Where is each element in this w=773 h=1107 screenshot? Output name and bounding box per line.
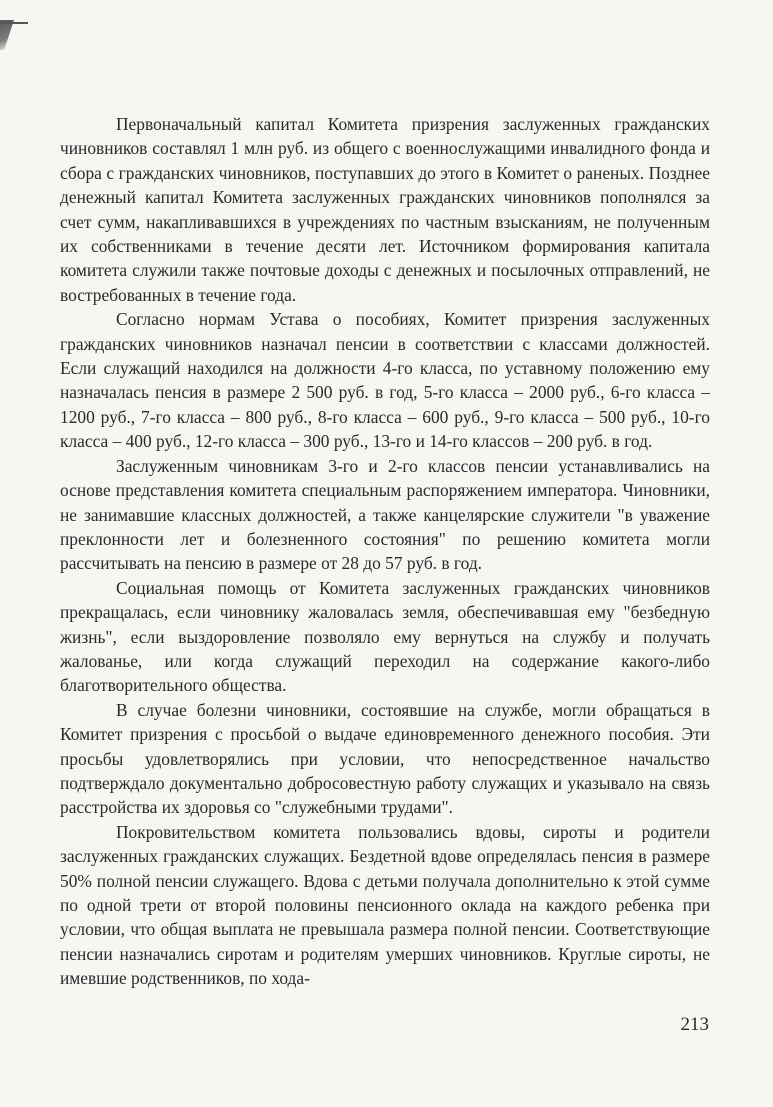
paragraph-3: Заслуженным чиновникам 3-го и 2-го классов пенсии устанавливались на основе представления комитета специальным распоряжением императора. Чиновники, не занимавшие классных должностей, а также канцелярские служители "в уважение преклонности лет и болезненного состояния" по решению комитета могли рассчитывать на пенсию в размере от 28 до 57 руб. в год. [60,455,710,574]
page-number: 213 [680,1014,709,1035]
document-body [60,112,710,991]
paragraph-1: Первоначальный капитал Комитета призрения заслуженных гражданских чиновников составлял 1 млн руб. из общего с военнослужащими инвалидного фонда и сбора с гражданских чиновников, поступавших до этого в Комитет о раненых. Позднее денежный капитал Комитета заслуженных гражданских чиновников пополнялся за счет сумм, накапливавшихся в учреждениях по частным взысканиям, не полученным их собственниками в течение десяти лет. Источником формирования капитала комитета служили также почтовые доходы с денежных и посылочных отправлений, не востребованных в течение года. [60,114,710,305]
scan-edge-mark [0,20,14,50]
paragraph-6: Покровительством комитета пользовались вдовы, сироты и родители заслуженных гражданских служащих. Бездетной вдове определялась пенсия в размере 50% полной пенсии служащего. Вдова с детьми получала дополнительно к этой сумме по одной трети от второй половины пенсионного оклада на каждого ребенка при условии, что общая выплата не превышала размера полной пенсии. Соответствующие пенсии назначались сиротам и родителям умерших чиновников. Круглые сироты, не имевшие родственников, по хода- [60,821,710,989]
paragraph-5: В случае болезни чиновники, состоявшие на службе, могли обращаться в Комитет призрения с просьбой о выдаче единовременного денежного пособия. Эти просьбы удовлетворялись при условии, что непосредственное начальство подтверждало документально добросовестную работу служащих и указывало на связь расстройства их здоровья со "служебными трудами". [60,699,710,818]
scan-edge-line [0,22,28,24]
paragraph-2: Согласно нормам Устава о пособиях, Комитет призрения заслуженных гражданских чиновников назначал пенсии в соответствии с классами должностей. Если служащий находился на должности 4-го класса, по уставному положению ему назначалась пенсия в размере 2 500 руб. в год, 5-го класса – 2000 руб., 6-го класса – 1200 руб., 7-го класса – 800 руб., 8-го класса – 600 руб., 9-го класса – 500 руб., 10-го класса – 400 руб., 12-го класса – 300 руб., 13-го и 14-го классов – 200 руб. в год. [60,309,710,452]
paragraph-4: Социальная помощь от Комитета заслуженных гражданских чиновников прекращалась, если чиновнику жаловалась земля, обеспечивавшая ему "безбедную жизнь", если выздоровление позволяло ему вернуться на службу и получать жалованье, или когда служащий переходил на содержание какого-либо благотворительного общества. [60,577,710,696]
